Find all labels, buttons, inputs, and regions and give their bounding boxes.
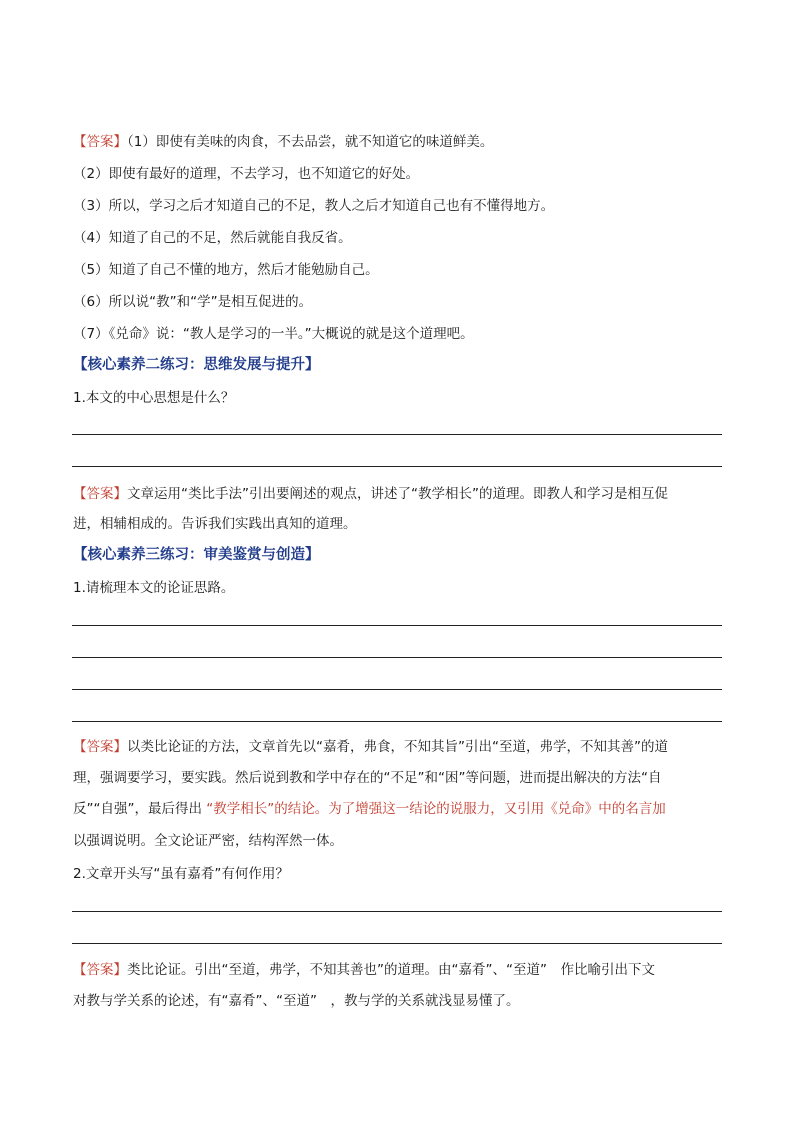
answer-line: 进，相辅相成的。告诉我们实践出真知的道理。 (73, 516, 357, 532)
answer-line-2: （2）即使有最好的道理，不去学习，也不知道它的好处。 (73, 166, 420, 182)
answer-text: 反”“自强”，最后得出 (73, 801, 207, 817)
answer-blank-line (72, 943, 722, 944)
answer-line-1 (73, 132, 723, 152)
answer-line-5: （5）知道了自己不懂的地方，然后才能勉励自己。 (73, 262, 379, 278)
answer-line (73, 484, 723, 504)
answer-blank-line (72, 434, 722, 435)
answer-line-4: （4）知道了自己的不足，然后就能自我反省。 (73, 230, 352, 246)
answer-line-6: （6）所以说“教”和“学”是相互促进的。 (73, 294, 313, 310)
answer-text: （1）即使有美味的肉食，不去品尝，就不知道它的味道鲜美。 (127, 134, 494, 150)
answer-text: 类比论证。引出“至道，弗学，不知其善也”的道理。由“嘉肴”、“至道” 作比喻引出下文 (127, 962, 655, 978)
answer-line-3: （3）所以，学习之后才知道自己的不足，教人之后才知道自己也有不懂得地方。 (73, 198, 555, 214)
answer-line: 对教与学关系的论述，有“嘉肴”、“至道” ，教与学的关系就浅显易懂了。 (73, 993, 520, 1009)
answer-text: 以类比论证的方法，文章首先以“嘉肴，弗食，不知其旨”引出“至道，弗学，不知其善”的道 (127, 739, 668, 755)
answer-line (73, 737, 723, 757)
answer-line (73, 960, 723, 980)
question-2: 2.文章开头写“虽有嘉肴”有何作用？ (73, 866, 289, 882)
question-1: 1.本文的中心思想是什么？ (73, 390, 235, 406)
section-heading-2: 【核心素养二练习：思维发展与提升】 (73, 357, 320, 373)
answer-blank-line (72, 689, 722, 690)
answer-blank-line (72, 466, 722, 467)
question-1: 1.请梳理本文的论证思路。 (73, 580, 235, 596)
answer-tag: 【答案】 (73, 962, 127, 978)
answer-line-7: （7）《兑命》说：“教人是学习的一半。”大概说的就是这个道理吧。 (73, 326, 474, 342)
answer-text: 文章运用“类比手法”引出要阐述的观点，讲述了“教学相长”的道理。即教人和学习是相互促 (127, 486, 668, 502)
answer-text-highlight: “教学相长”的结论。为了增强这一结论的说服力，又引用《兑命》中的名言加 (206, 801, 666, 817)
answer-tag: 【答案】 (73, 486, 127, 502)
answer-blank-line (72, 657, 722, 658)
answer-blank-line (72, 911, 722, 912)
answer-line: 理，强调要学习，要实践。然后说到教和学中存在的“不足”和“困”等问题，进而提出解决的方法“自 (73, 770, 662, 786)
answer-tag: 【答案】 (73, 739, 127, 755)
answer-line: 以强调说明。全文论证严密，结构浑然一体。 (73, 833, 343, 849)
section-heading-3: 【核心素养三练习：审美鉴赏与创造】 (73, 547, 320, 563)
answer-blank-line (72, 721, 722, 722)
answer-tag: 【答案】 (73, 134, 127, 150)
answer-blank-line (72, 625, 722, 626)
answer-line (73, 799, 723, 819)
